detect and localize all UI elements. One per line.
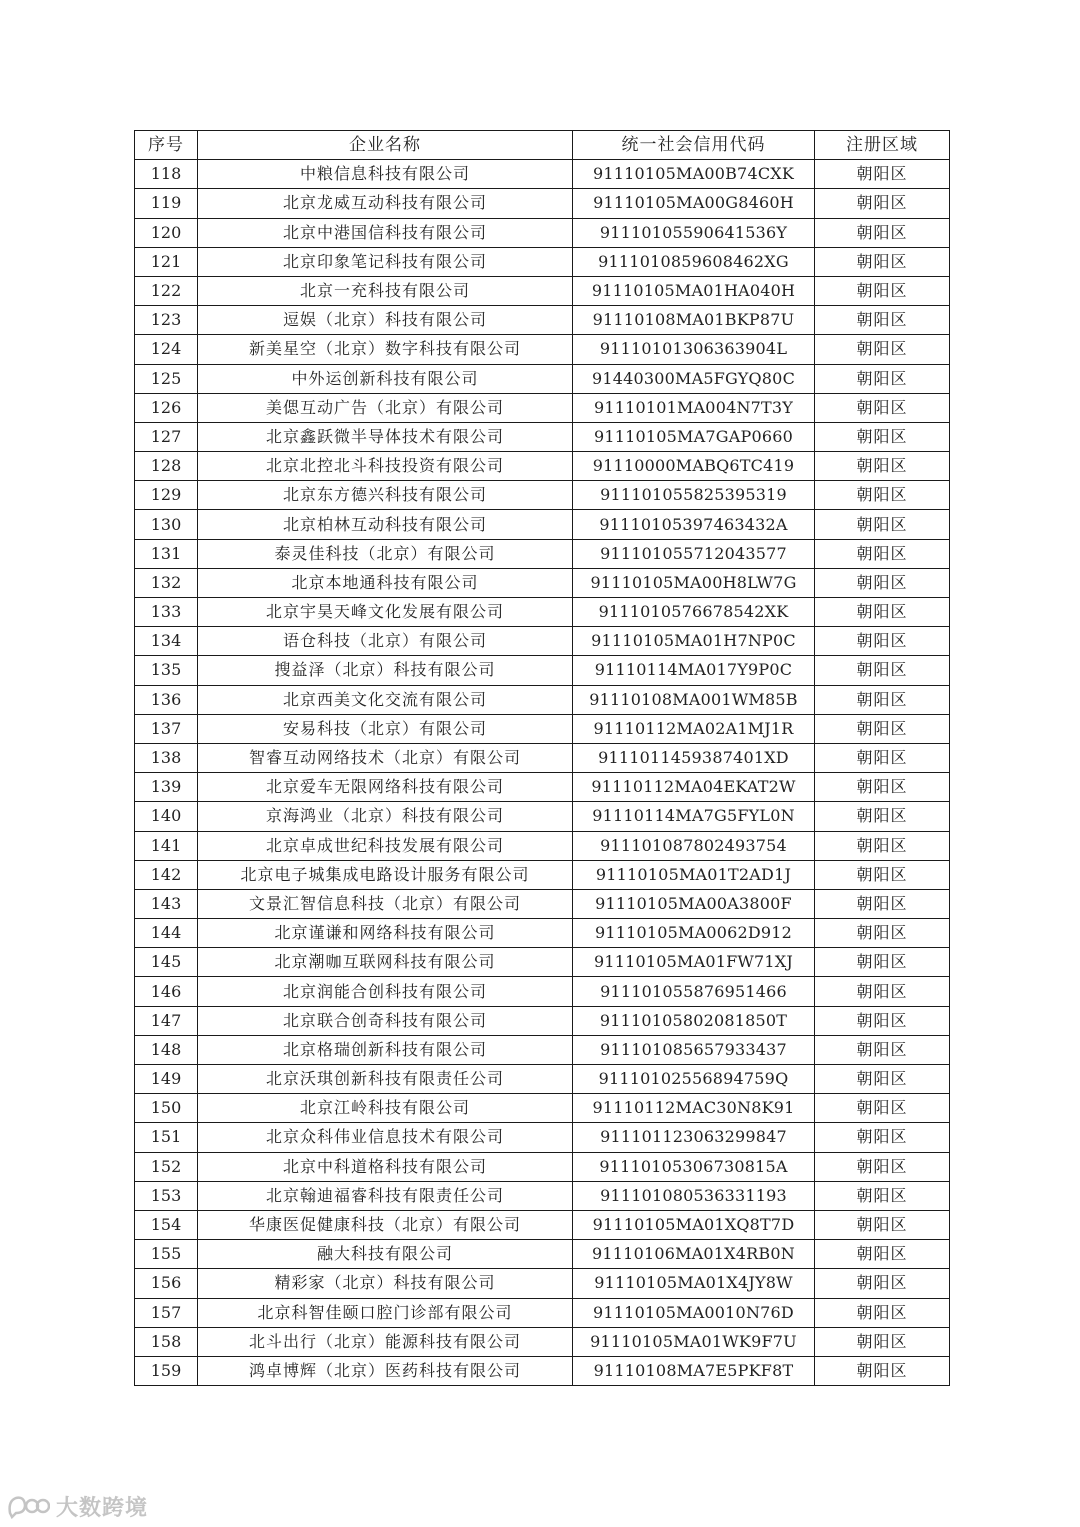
cell-name: 精彩家（北京）科技有限公司 [198, 1269, 573, 1298]
cell-code: 911101085657933437 [573, 1035, 815, 1064]
cell-code: 91110105MA01T2AD1J [573, 860, 815, 889]
cell-index: 145 [135, 948, 198, 977]
table-row [135, 481, 950, 510]
cell-code: 91440300MA5FGYQ80C [573, 364, 815, 393]
cell-index: 152 [135, 1152, 198, 1181]
cell-code: 91110105306730815A [573, 1152, 815, 1181]
table-row [135, 306, 950, 335]
cell-region: 朝阳区 [815, 1269, 950, 1298]
cell-code: 91110105802081850T [573, 1006, 815, 1035]
cell-code: 91110114MA7G5FYL0N [573, 802, 815, 831]
table-row [135, 1035, 950, 1064]
cell-name: 北京中港国信科技有限公司 [198, 218, 573, 247]
cell-code: 91110105MA0010N76D [573, 1298, 815, 1327]
cell-region: 朝阳区 [815, 1006, 950, 1035]
cell-region: 朝阳区 [815, 627, 950, 656]
cell-index: 129 [135, 481, 198, 510]
cell-index: 153 [135, 1181, 198, 1210]
cell-code: 91110105MA01FW71XJ [573, 948, 815, 977]
table-row [135, 452, 950, 481]
cell-region: 朝阳区 [815, 743, 950, 772]
table-row [135, 335, 950, 364]
table-row [135, 831, 950, 860]
table-row [135, 364, 950, 393]
cell-code: 9111010576678542XK [573, 598, 815, 627]
watermark [6, 1491, 148, 1521]
cell-index: 132 [135, 568, 198, 597]
cell-name: 安易科技（北京）有限公司 [198, 714, 573, 743]
cell-region: 朝阳区 [815, 364, 950, 393]
table-row [135, 1181, 950, 1210]
table-row [135, 627, 950, 656]
cell-code: 91110105MA0062D912 [573, 919, 815, 948]
cell-name: 北京科智佳颐口腔门诊部有限公司 [198, 1298, 573, 1327]
cell-name: 北京西美文化交流有限公司 [198, 685, 573, 714]
cell-name: 北京联合创奇科技有限公司 [198, 1006, 573, 1035]
cell-region: 朝阳区 [815, 1240, 950, 1269]
cell-region: 朝阳区 [815, 452, 950, 481]
cell-code: 91110114MA017Y9P0C [573, 656, 815, 685]
cell-name: 中外运创新科技有限公司 [198, 364, 573, 393]
table-row [135, 919, 950, 948]
table-row [135, 948, 950, 977]
table-row [135, 598, 950, 627]
table-row [135, 422, 950, 451]
cell-name: 北京卓成世纪科技发展有限公司 [198, 831, 573, 860]
cell-region: 朝阳区 [815, 1327, 950, 1356]
cell-region: 朝阳区 [815, 977, 950, 1006]
cell-name: 北京一充科技有限公司 [198, 276, 573, 305]
cell-index: 127 [135, 422, 198, 451]
cell-code: 91110101MA004N7T3Y [573, 393, 815, 422]
cell-index: 141 [135, 831, 198, 860]
table-row [135, 1094, 950, 1123]
cell-code: 91110108MA01BKP87U [573, 306, 815, 335]
cell-index: 156 [135, 1269, 198, 1298]
cell-name: 中粮信息科技有限公司 [198, 160, 573, 189]
cell-code: 91110108MA7E5PKF8T [573, 1356, 815, 1385]
cell-code: 911101080536331193 [573, 1181, 815, 1210]
cell-index: 157 [135, 1298, 198, 1327]
cell-code: 911101055876951466 [573, 977, 815, 1006]
cell-name: 北京爱车无限网络科技有限公司 [198, 773, 573, 802]
cell-code: 91110101306363904L [573, 335, 815, 364]
cell-index: 142 [135, 860, 198, 889]
cell-region: 朝阳区 [815, 568, 950, 597]
cell-name: 北京沃琪创新科技有限责任公司 [198, 1065, 573, 1094]
cell-code: 91110105590641536Y [573, 218, 815, 247]
table-row [135, 510, 950, 539]
table-row [135, 539, 950, 568]
cell-region: 朝阳区 [815, 948, 950, 977]
cell-region: 朝阳区 [815, 1152, 950, 1181]
cell-index: 148 [135, 1035, 198, 1064]
cell-region: 朝阳区 [815, 1356, 950, 1385]
cell-code: 91110106MA01X4RB0N [573, 1240, 815, 1269]
table-row [135, 218, 950, 247]
table-body [135, 160, 950, 1386]
cell-region: 朝阳区 [815, 1210, 950, 1239]
watermark-text: 大数跨境 [56, 1495, 149, 1521]
cell-index: 144 [135, 919, 198, 948]
cell-name: 北京谨谦和网络科技有限公司 [198, 919, 573, 948]
table-row [135, 685, 950, 714]
cell-code: 9111011459387401XD [573, 743, 815, 772]
cell-region: 朝阳区 [815, 510, 950, 539]
cell-code: 911101055712043577 [573, 539, 815, 568]
cell-index: 123 [135, 306, 198, 335]
table-row [135, 773, 950, 802]
cell-index: 119 [135, 189, 198, 218]
cell-region: 朝阳区 [815, 1123, 950, 1152]
table-row [135, 860, 950, 889]
cell-region: 朝阳区 [815, 276, 950, 305]
cell-name: 智睿互动网络技术（北京）有限公司 [198, 743, 573, 772]
cell-name: 北斗出行（北京）能源科技有限公司 [198, 1327, 573, 1356]
cell-name: 鸿卓博辉（北京）医药科技有限公司 [198, 1356, 573, 1385]
cell-region: 朝阳区 [815, 714, 950, 743]
cell-region: 朝阳区 [815, 247, 950, 276]
cell-index: 159 [135, 1356, 198, 1385]
table-row [135, 1210, 950, 1239]
cell-region: 朝阳区 [815, 306, 950, 335]
cell-code: 91110112MAC30N8K91 [573, 1094, 815, 1123]
table-row [135, 1152, 950, 1181]
cell-code: 91110105MA01HA040H [573, 276, 815, 305]
table-row [135, 714, 950, 743]
cell-code: 91110105MA01WK9F7U [573, 1327, 815, 1356]
cell-name: 北京格瑞创新科技有限公司 [198, 1035, 573, 1064]
cell-name: 北京鑫跃微半导体技术有限公司 [198, 422, 573, 451]
cell-index: 126 [135, 393, 198, 422]
cell-code: 91110112MA02A1MJ1R [573, 714, 815, 743]
cell-index: 158 [135, 1327, 198, 1356]
cell-region: 朝阳区 [815, 598, 950, 627]
cell-index: 125 [135, 364, 198, 393]
cell-index: 128 [135, 452, 198, 481]
table-row [135, 656, 950, 685]
cell-name: 北京中科道格科技有限公司 [198, 1152, 573, 1181]
enterprise-table [134, 130, 950, 1386]
cell-region: 朝阳区 [815, 1065, 950, 1094]
cell-name: 新美星空（北京）数字科技有限公司 [198, 335, 573, 364]
table-row [135, 276, 950, 305]
cell-index: 140 [135, 802, 198, 831]
table-row [135, 802, 950, 831]
cell-index: 137 [135, 714, 198, 743]
cell-index: 139 [135, 773, 198, 802]
header-code: 统一社会信用代码 [573, 131, 815, 160]
table-row [135, 1006, 950, 1035]
cell-name: 文景汇智信息科技（北京）有限公司 [198, 889, 573, 918]
cell-index: 130 [135, 510, 198, 539]
cell-name: 北京润能合创科技有限公司 [198, 977, 573, 1006]
table-row [135, 568, 950, 597]
cell-code: 91110105MA00G8460H [573, 189, 815, 218]
cell-name: 北京印象笔记科技有限公司 [198, 247, 573, 276]
cell-name: 逗娱（北京）科技有限公司 [198, 306, 573, 335]
cell-index: 154 [135, 1210, 198, 1239]
header-name: 企业名称 [198, 131, 573, 160]
table-row [135, 1123, 950, 1152]
cell-code: 91110105MA00B74CXK [573, 160, 815, 189]
cell-code: 91110105MA01X4JY8W [573, 1269, 815, 1298]
table-row [135, 393, 950, 422]
cell-code: 91110105MA01H7NP0C [573, 627, 815, 656]
cell-index: 122 [135, 276, 198, 305]
cell-code: 91110000MABQ6TC419 [573, 452, 815, 481]
table-row [135, 1298, 950, 1327]
header-region: 注册区域 [815, 131, 950, 160]
cell-region: 朝阳区 [815, 1298, 950, 1327]
cell-name: 北京翰迪福睿科技有限责任公司 [198, 1181, 573, 1210]
table-row [135, 247, 950, 276]
cell-name: 北京众科伟业信息技术有限公司 [198, 1123, 573, 1152]
cell-index: 155 [135, 1240, 198, 1269]
cell-region: 朝阳区 [815, 802, 950, 831]
cell-name: 北京宇昊天峰文化发展有限公司 [198, 598, 573, 627]
cell-index: 150 [135, 1094, 198, 1123]
cell-region: 朝阳区 [815, 889, 950, 918]
chat-bubble-logo-icon [6, 1493, 50, 1519]
table-row [135, 1065, 950, 1094]
cell-index: 138 [135, 743, 198, 772]
cell-code: 911101123063299847 [573, 1123, 815, 1152]
cell-index: 135 [135, 656, 198, 685]
cell-code: 91110105MA7GAP0660 [573, 422, 815, 451]
cell-index: 118 [135, 160, 198, 189]
cell-code: 91110105MA00A3800F [573, 889, 815, 918]
cell-index: 120 [135, 218, 198, 247]
table-row [135, 1327, 950, 1356]
cell-index: 146 [135, 977, 198, 1006]
cell-region: 朝阳区 [815, 831, 950, 860]
cell-index: 134 [135, 627, 198, 656]
cell-name: 泰灵佳科技（北京）有限公司 [198, 539, 573, 568]
cell-name: 北京江岭科技有限公司 [198, 1094, 573, 1123]
cell-name: 北京龙威互动科技有限公司 [198, 189, 573, 218]
cell-code: 91110112MA04EKAT2W [573, 773, 815, 802]
cell-code: 91110105MA01XQ8T7D [573, 1210, 815, 1239]
cell-code: 911101087802493754 [573, 831, 815, 860]
table-row [135, 189, 950, 218]
table-row [135, 977, 950, 1006]
cell-index: 136 [135, 685, 198, 714]
cell-name: 美偲互动广告（北京）有限公司 [198, 393, 573, 422]
cell-name: 融大科技有限公司 [198, 1240, 573, 1269]
table-row [135, 1269, 950, 1298]
cell-index: 149 [135, 1065, 198, 1094]
cell-index: 147 [135, 1006, 198, 1035]
cell-index: 151 [135, 1123, 198, 1152]
cell-name: 北京潮咖互联网科技有限公司 [198, 948, 573, 977]
cell-region: 朝阳区 [815, 393, 950, 422]
cell-region: 朝阳区 [815, 539, 950, 568]
table-row [135, 160, 950, 189]
cell-code: 911101055825395319 [573, 481, 815, 510]
cell-region: 朝阳区 [815, 919, 950, 948]
cell-code: 9111010859608462XG [573, 247, 815, 276]
cell-region: 朝阳区 [815, 685, 950, 714]
cell-region: 朝阳区 [815, 481, 950, 510]
cell-region: 朝阳区 [815, 218, 950, 247]
cell-name: 搜益泽（北京）科技有限公司 [198, 656, 573, 685]
table-header-row [135, 131, 950, 160]
cell-code: 91110108MA001WM85B [573, 685, 815, 714]
table-row [135, 1356, 950, 1385]
cell-index: 133 [135, 598, 198, 627]
cell-name: 北京北控北斗科技投资有限公司 [198, 452, 573, 481]
cell-region: 朝阳区 [815, 1035, 950, 1064]
header-index: 序号 [135, 131, 198, 160]
cell-code: 91110105MA00H8LW7G [573, 568, 815, 597]
cell-name: 北京柏林互动科技有限公司 [198, 510, 573, 539]
cell-region: 朝阳区 [815, 1181, 950, 1210]
cell-index: 121 [135, 247, 198, 276]
cell-name: 北京本地通科技有限公司 [198, 568, 573, 597]
cell-name: 京海鸿业（北京）科技有限公司 [198, 802, 573, 831]
cell-region: 朝阳区 [815, 422, 950, 451]
cell-region: 朝阳区 [815, 860, 950, 889]
cell-name: 语仓科技（北京）有限公司 [198, 627, 573, 656]
cell-region: 朝阳区 [815, 189, 950, 218]
cell-index: 124 [135, 335, 198, 364]
cell-name: 北京电子城集成电路设计服务有限公司 [198, 860, 573, 889]
cell-region: 朝阳区 [815, 335, 950, 364]
cell-region: 朝阳区 [815, 656, 950, 685]
cell-index: 131 [135, 539, 198, 568]
table-row [135, 1240, 950, 1269]
cell-code: 91110102556894759Q [573, 1065, 815, 1094]
cell-region: 朝阳区 [815, 1094, 950, 1123]
table-row [135, 889, 950, 918]
cell-name: 华康医促健康科技（北京）有限公司 [198, 1210, 573, 1239]
cell-code: 91110105397463432A [573, 510, 815, 539]
cell-index: 143 [135, 889, 198, 918]
cell-region: 朝阳区 [815, 773, 950, 802]
table-row [135, 743, 950, 772]
cell-region: 朝阳区 [815, 160, 950, 189]
cell-name: 北京东方德兴科技有限公司 [198, 481, 573, 510]
